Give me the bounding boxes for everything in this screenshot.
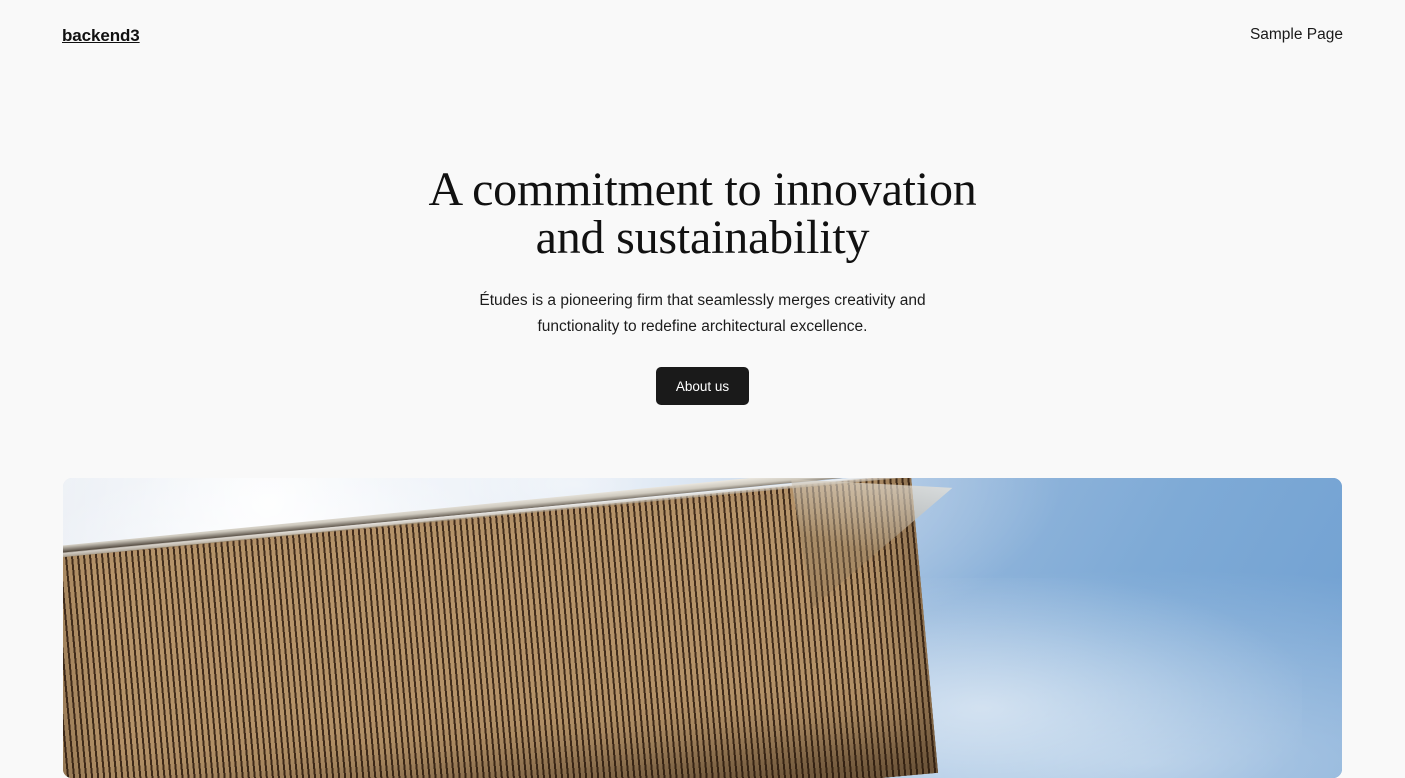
hero-image [63, 478, 1342, 778]
hero-title: A commitment to innovation and sustainability [428, 163, 977, 264]
primary-navigation [1250, 27, 1343, 43]
hero-subtitle: Études is a pioneering firm that seamlessly merges creativity and functionality to redefine architectural excellence. [479, 292, 926, 335]
site-header [0, 0, 1405, 70]
nav-link-sample-page[interactable]: Sample Page [1249, 26, 1343, 44]
hero-section [0, 150, 1405, 405]
building-graphic [63, 478, 959, 778]
hero-cta-wrapper [0, 367, 1405, 405]
about-us-button[interactable]: About us [656, 367, 749, 405]
site-title[interactable]: backend3 [62, 25, 140, 45]
